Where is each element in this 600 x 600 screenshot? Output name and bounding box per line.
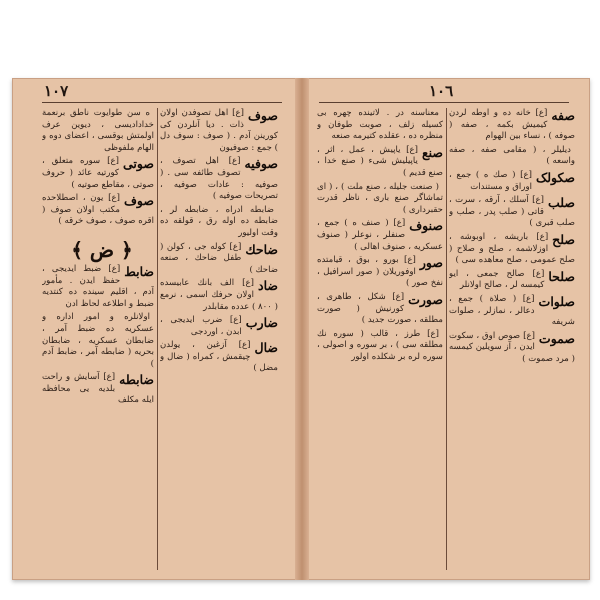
right-page [309,78,590,580]
dictionary-entry: ضابطه [ع] آسایش و راحت بلدیه یی محافظه ایله مکلف [42,372,154,406]
dictionary-entry: ضاد [ع] الف بانك عابیسده اولان حرفك اسمی ، نرمع ( ۸۰۰ ) عدده مقابلدر [160,278,278,312]
dictionary-entry: ضاحك [ع] کوله جی ، کولن ( طفل ضاحك ، صنعه ضاحك ) [160,241,278,275]
dictionary-entry: صور [ع] بورو ، بوق ، قیامتده اوفوریلان ( صور اسرافیل ، نفخ صور ) [317,255,443,289]
left-page-right-column [160,108,278,377]
dictionary-entry: صلب [ع] آسلك ، آرقه ، سرت ، قاتی ( صلب پدر ، صلب و صلب قبری ) [449,195,575,229]
page-number-left: ١٠٧ [44,82,69,100]
dictionary-entry: صورت [ع] شکل ، طاهری ، کورنیش ( صورت مطلقه ، صورت جدید ) [317,291,443,326]
dictionary-entry: صلح [ع] باریشه ، اوبوشه ، اوزلاشمه ، صلح و صلاح ( صلح عمومی ، صلح معاهده سی ) [449,231,575,266]
dictionary-entry: صوفیه [ع] اهل تصوف ، تصوف طائفه سی . ( صوفیه : عادات صوفیه ، تصریحات صوفیه ) [160,156,278,202]
dictionary-entry: ضابطه ادراه ، ضابطه لر ، ضابطه ده اوله رق ، قولقه ده وقت اولیور [160,204,278,238]
dictionary-entry: ه سن طوایوت ناطق برنعمة خدادادیسی ، دیوین عرف اولمتش بوقسی ، اعضای دوه و الهام ملفوظی [42,108,154,153]
dictionary-entry: صوف [ع] یون ، اصطلاحده مکتب اولان صوف ( اقره صوف ، صوف خرقه ) [42,193,154,227]
dictionary-entry: صلوات [ع] ( صلاة ) جمع ، دعالر ، نمازلر ، صلوات شریفه [449,293,575,328]
dictionary-entry: صنع [ع] یاپیش ، عمل ، اثر ، یاپیلیش شیء ( صنع خدا ، صنع قدیم ) [317,144,443,178]
section-letter-heading: ﴿ ض ﴾ [71,238,133,262]
dictionary-entry: ( صنعت جلیله ، صنع ملت ) ، ( ای تماشاگر صنع باری ، ناظر قدرت حقبرداری ) [317,181,443,215]
column-divider-right [446,108,447,570]
dictionary-entry: صوتی [ع] سوره متعلق ، کورتیه عائد ( حروف صوتی ، مقاطع صوتیه ) [42,156,154,190]
dictionary-entry: ضابط [ع] ضبط ایدیجی ، حفظ ایدن . مأمور آدم ، اقلیم سینده ده کنتدیه ضبط و اطلاعه لحاظ ادن [42,263,154,309]
book-spread [12,78,590,580]
header-rule-left [42,102,282,103]
book-gutter [295,78,309,580]
dictionary-entry: اولانلره و امور اداره و عسکریه ده ضبط آمر ، ضابطان عسکریه ، ضابطان بحریه ( ضابطه آمر ، ضابط آدم ) [42,312,154,369]
right-page-left-column [317,108,443,365]
dictionary-entry: [ع] طرز ، قالب ( سوره نك مطلقه سی ) ، بر سوره و اصولی ، سوره لره بر شکلده اولور [317,328,443,362]
column-divider-left [157,108,158,570]
dictionary-entry: صموت [ع] صوص اوق ، سکوت ایدن ، آز سویلین کیمسه ( مرد صموت ) [449,330,575,364]
dictionary-entry: معناسنه در . لاتینده چهره بی کسیله زلف ، صوبت طوفان و منظره ده ، عقلده کتیرمه صنعه [317,108,443,142]
dictionary-entry: ضارب [ع] ضرب ایدیجی ، ابدن ، اوردجی [160,315,278,337]
dictionary-entry: دیلیلر ، ( مقامی صفه ، صفه واسعه ) [449,144,575,167]
dictionary-entry: صفه [ع] خانه ده و اوطه لردن کیمیش بکمه ، صفه ( صوفه ) ، نساء بین الهوام [449,108,575,142]
header-rule-right [319,102,569,103]
dictionary-entry: صوف [ع] اهل تصوفدن اولان ذات . دیا آنلردن کی کورینن آدم . ( صوف : سوف دل ) جمع : صوفیون [160,108,278,153]
dictionary-entry: صلحا [ع] صالح جمعی ، ایو کیمسه لر ، صالح اولانلر [449,268,575,291]
dictionary-entry: صکولک [ع] ( صك ه ) جمع ، اوراق و مستندات [449,169,575,192]
dictionary-entry: ضال [ع] آزغین ، یولدن چیقمش ، کمراه ( ضال و مضل ) [160,340,278,374]
left-page [12,78,295,580]
dictionary-entry: صنوف [ع] ( صنف ه ) جمع ، صنفلر ، نوعلر ( صنوف عسکریه ، صنوف اهالی ) [317,218,443,252]
right-page-right-column [449,108,575,367]
page-number-right: ١٠٦ [429,82,454,100]
